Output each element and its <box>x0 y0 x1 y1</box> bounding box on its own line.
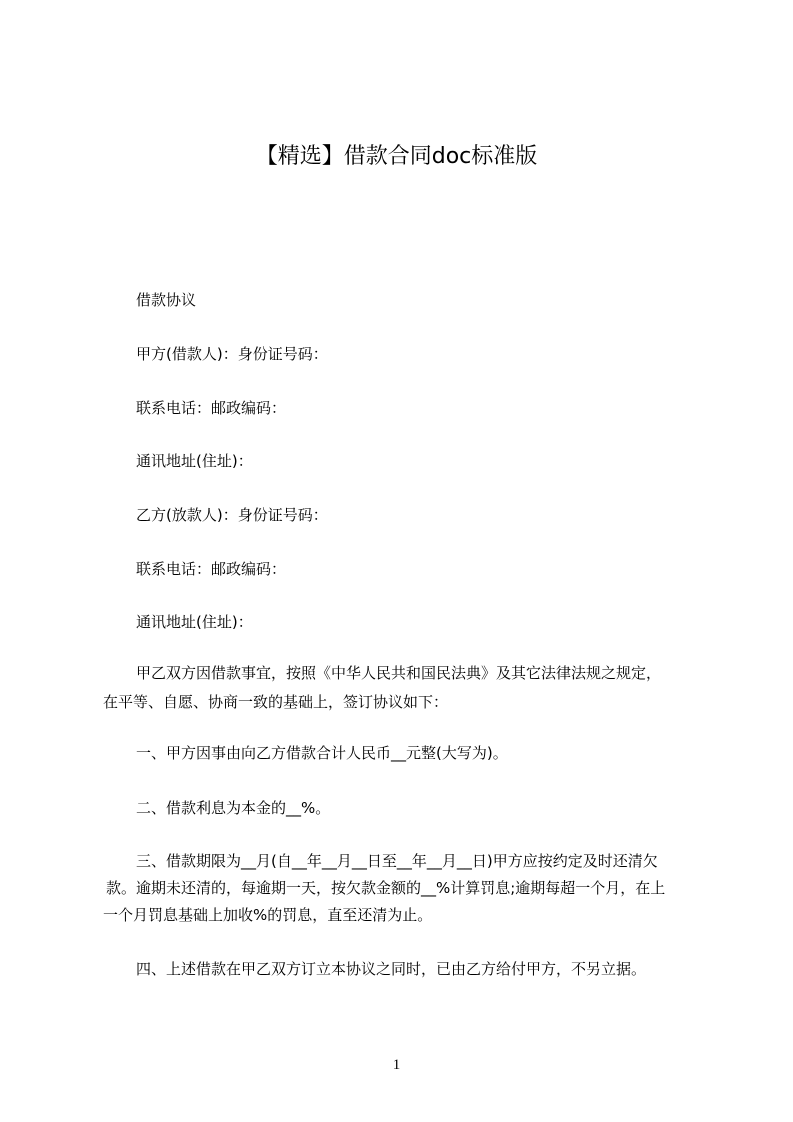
clause-4 <box>103 955 703 983</box>
clause-1-text: 一、甲方因事由向乙方借款合计人民币__元整(大写为)。 <box>136 744 508 762</box>
agreement-heading-text: 借款协议 <box>136 291 197 309</box>
clause-3-line: 三、借款期限为__月(自__年__月__日至__年__月__日)甲方应按约定及时还清欠 <box>136 852 658 870</box>
party-b-address-line <box>103 608 703 636</box>
clause-4-text: 四、上述借款在甲乙双方订立本协议之同时，已由乙方给付甲方，不另立据。 <box>136 960 647 978</box>
party-a-contact-text: 联系电话：邮政编码： <box>136 399 287 417</box>
party-a-id-line <box>103 340 703 368</box>
document-title: 【精选】借款合同doc标准版 <box>255 144 538 169</box>
preamble-line: 甲乙双方因借款事宜，按照《中华人民共和国民法典》及其它法律法规之规定， <box>136 664 662 682</box>
page-number: 1 <box>392 1057 401 1073</box>
preamble-line: 在平等、自愿、协商一致的基础上，签订协议如下： <box>103 693 449 711</box>
party-b-id-line <box>103 501 703 529</box>
party-b-contact-text: 联系电话：邮政编码： <box>136 560 287 578</box>
party-a-id-text: 甲方(借款人)：身份证号码： <box>136 345 328 363</box>
party-a-contact-line <box>103 394 703 422</box>
party-b-address-text: 通讯地址(住址)： <box>136 613 253 631</box>
clause-3-line: 一个月罚息基础上加收%的罚息，直至还清为止。 <box>103 906 433 924</box>
party-b-id-text: 乙方(放款人)：身份证号码： <box>136 506 328 524</box>
clause-2-text: 二、借款利息为本金的__%。 <box>136 799 331 817</box>
party-b-contact-line <box>103 555 703 583</box>
preamble-paragraph <box>103 659 703 717</box>
agreement-heading <box>103 286 703 314</box>
party-a-address-text: 通讯地址(住址)： <box>136 452 253 470</box>
clause-3 <box>103 848 703 929</box>
clause-3-line: 款。逾期未还清的，每逾期一天，按欠款金额的__%计算罚息;逾期每超一个月，在上 <box>106 879 666 897</box>
clause-1 <box>103 739 703 767</box>
party-a-address-line <box>103 447 703 475</box>
clause-2 <box>103 794 703 822</box>
